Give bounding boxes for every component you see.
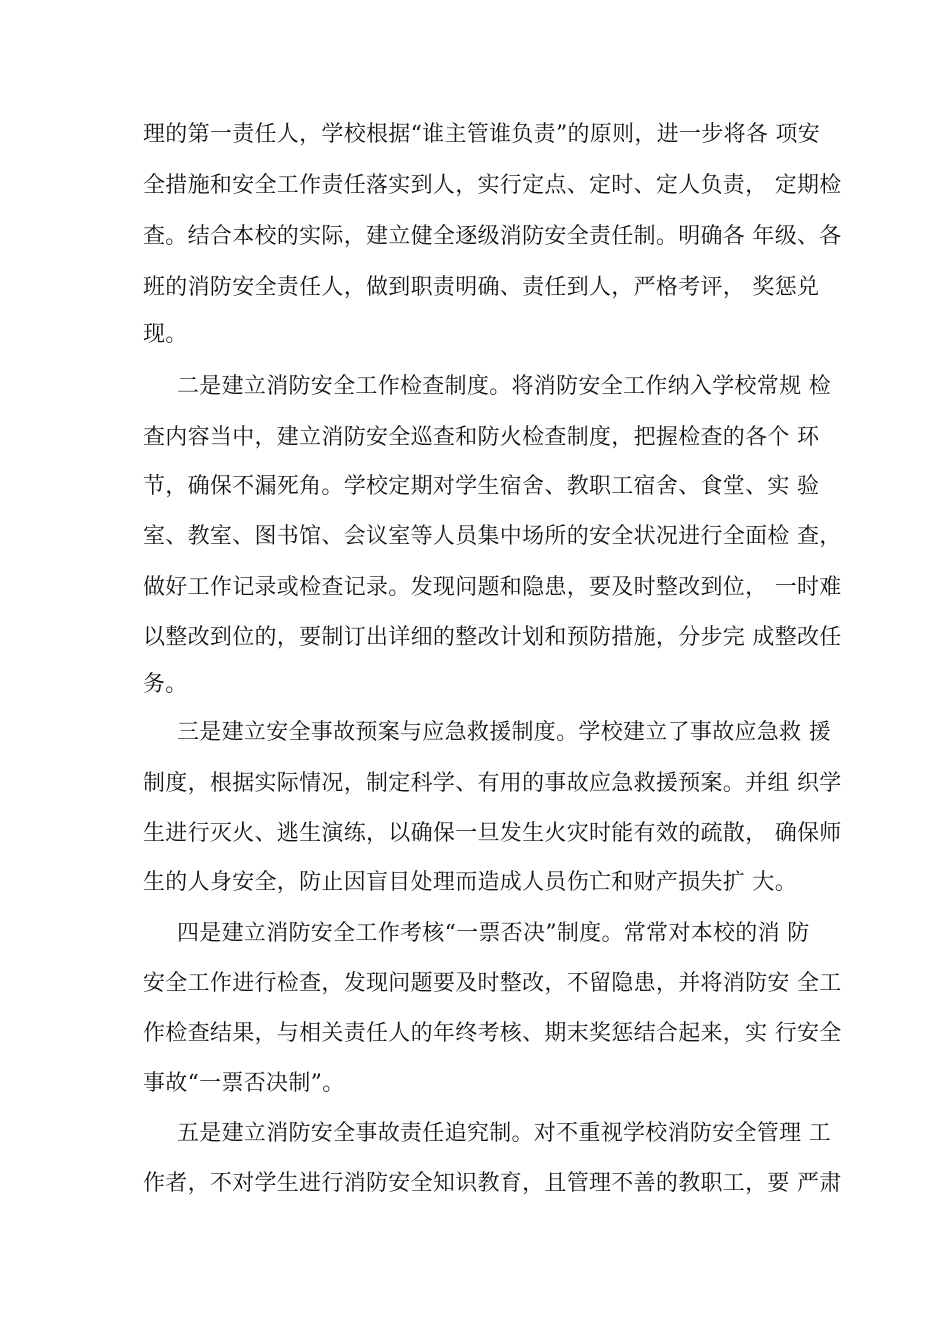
text-line: 查内容当中，建立消防安全巡查和防火检查制度，把握检查的各个 环 [143,425,820,450]
paragraph-start-line: 三是建立安全事故预案与应急救援制度。学校建立了事故应急救 援 [177,720,831,745]
text-line: 以整改到位的，要制订出详细的整改计划和预防措施，分步完 成整改任 [143,625,842,650]
paragraph-start-line: 四是建立消防安全工作考核“一票否决”制度。常常对本校的消 防 [177,921,810,946]
text-line: 作检查结果，与相关责任人的年终考核、期末奖惩结合起来，实 行安全 [143,1021,842,1046]
text-line: 理的第一责任人，学校根据“谁主管谁负责”的原则，进一步将各 项安 [143,122,821,147]
text-line: 现。 [143,322,188,347]
text-line: 生的人身安全，防止因盲目处理而造成人员伤亡和财产损失扩 大。 [143,870,797,895]
text-line: 制度，根据实际情况，制定科学、有用的事故应急救援预案。并组 织学 [143,771,842,796]
paragraph-start-line: 五是建立消防安全事故责任追究制。对不重视学校消防安全管理 工 [177,1121,831,1146]
text-line: 班的消防安全责任人，做到职责明确、责任到人，严格考评， 奖惩兑 [143,275,820,300]
text-line: 作者，不对学生进行消防安全知识教育，且管理不善的教职工，要 严肃 [143,1171,842,1196]
text-line: 生进行灭火、逃生演练，以确保一旦发生火灾时能有效的疏散， 确保师 [143,821,842,846]
text-line: 事故“一票否决制”。 [143,1071,345,1096]
text-line: 室、教室、图书馆、会议室等人员集中场所的安全状况进行全面检 查， [143,524,842,549]
text-line: 全措施和安全工作责任落实到人，实行定点、定时、定人负责， 定期检 [143,173,842,198]
text-line: 安全工作进行检查，发现问题要及时整改，不留隐患，并将消防安 全工 [143,971,842,996]
text-line: 节，确保不漏死角。学校定期对学生宿舍、教职工宿舍、食堂、实 验 [143,474,820,499]
paragraph-start-line: 二是建立消防安全工作检查制度。将消防安全工作纳入学校常规 检 [177,374,831,399]
text-line: 务。 [143,672,188,697]
text-line: 做好工作记录或检查记录。发现问题和隐患，要及时整改到位， 一时难 [143,575,842,600]
text-line: 查。结合本校的实际，建立健全逐级消防安全责任制。明确各 年级、各 [143,224,842,249]
